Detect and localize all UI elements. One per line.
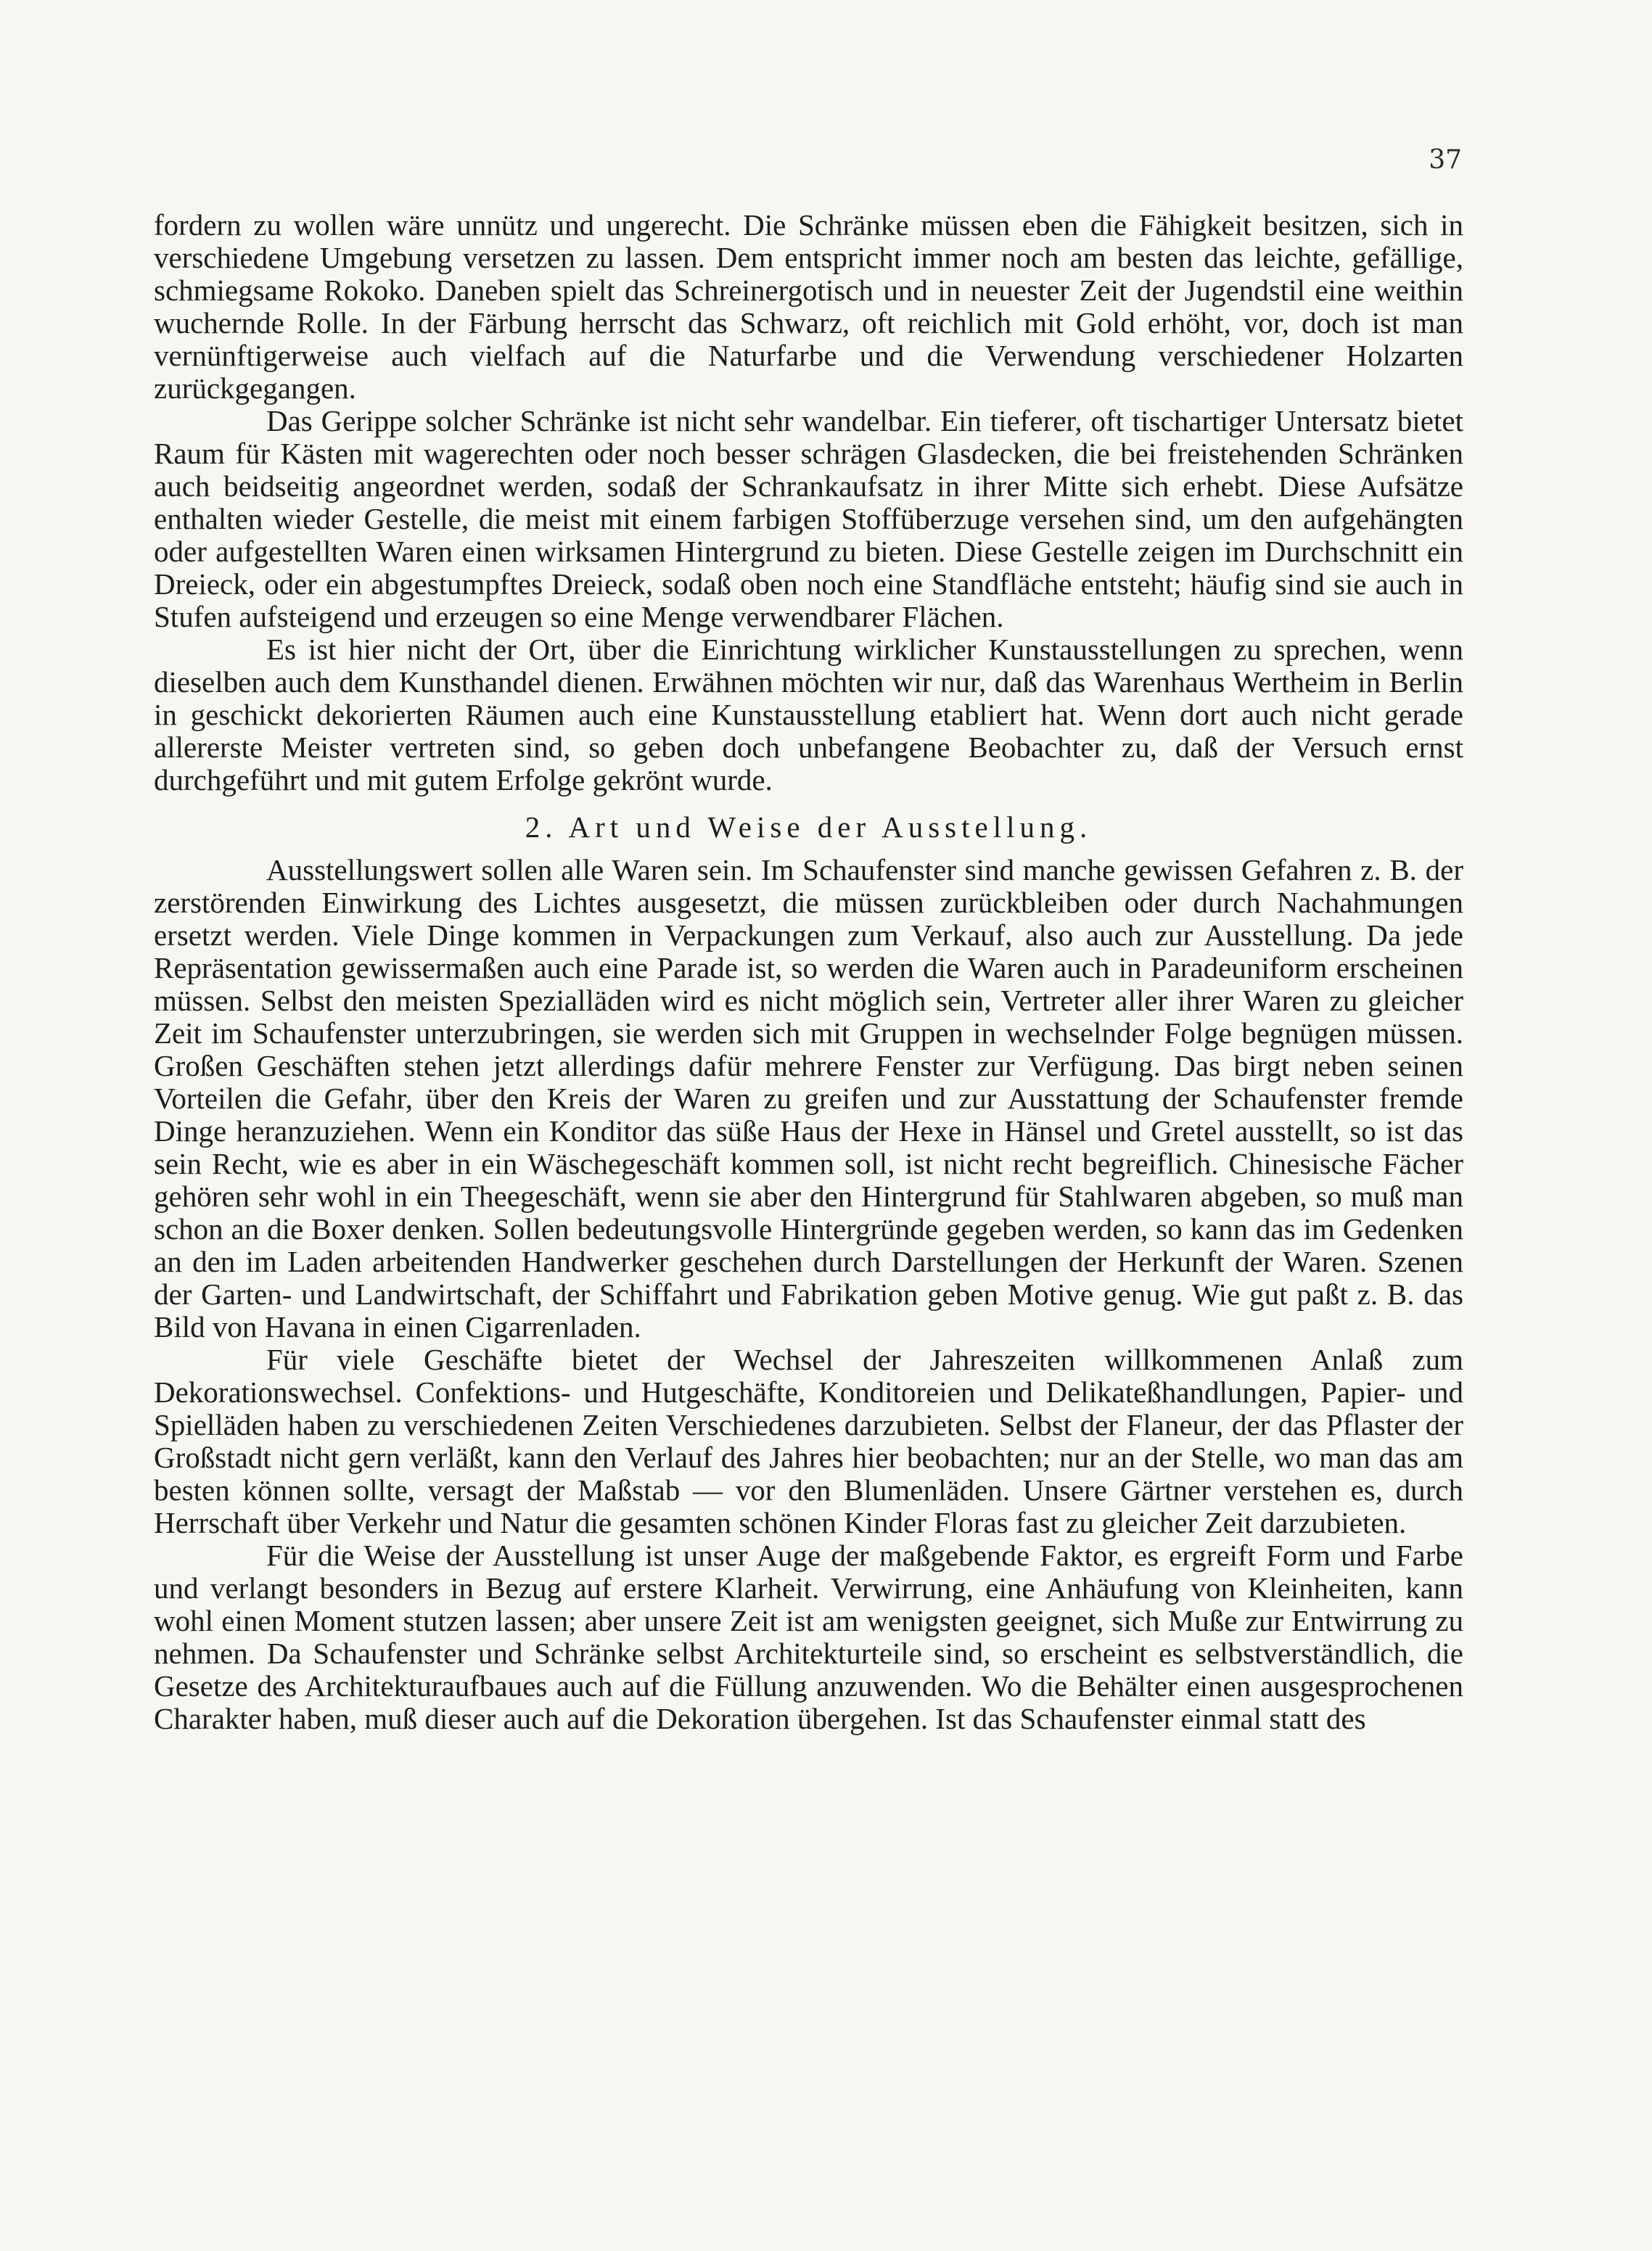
paragraph-4: Ausstellungswert sollen alle Waren sein. Im Schaufenster sind manche gewissen Gefahren z. B. der zerstörenden Einwirkung des Lichtes ausgesetzt, die müssen zurückbleiben oder durch Nachahmungen ersetzt werden. Viele Dinge kommen in Verpackungen zum Verkauf, also auch zur Ausstellung. Da jede Repräsentation gewissermaßen auch eine Parade ist, so werden die Waren auch in Paradeuniform erscheinen müssen. Selbst den meisten Spezialläden wird es nicht möglich sein, Vertreter aller ihrer Waren zu gleicher Zeit im Schaufenster unterzubringen, sie werden sich mit Gruppen in wechselnder Folge begnügen müssen. Großen Geschäften stehen jetzt allerdings dafür mehrere Fenster zur Verfügung. Das birgt neben seinen Vorteilen die Gefahr, über den Kreis der Waren zu greifen und zur Ausstattung der Schaufenster fremde Dinge heranzuziehen. Wenn ein Konditor das süße Haus der Hexe in Hänsel und Gretel ausstellt, so ist das sein Recht, wie es aber in ein Wäschegeschäft kommen soll, ist nicht recht begreiflich. Chinesische Fächer gehören sehr wohl in ein Theegeschäft, wenn sie aber den Hintergrund für Stahlwaren abgeben, so muß man schon an die Boxer denken. Sollen bedeutungsvolle Hintergründe gegeben werden, so kann das im Gedenken an den im Laden arbeitenden Handwerker geschehen durch Darstellungen der Herkunft der Waren. Szenen der Garten- und Landwirtschaft, der Schiffahrt und Fabrikation geben Motive genug. Wie gut paßt z. B. das Bild von Havana in einen Cigarrenladen.: [154, 853, 1463, 1343]
paragraph-2: Das Gerippe solcher Schränke ist nicht sehr wandelbar. Ein tieferer, oft tischartiger Untersatz bietet Raum für Kästen mit wagerechten oder noch besser schrägen Glasdecken, die bei freistehenden Schränken auch beidseitig angeordnet werden, sodaß der Schrankaufsatz in ihrer Mitte sich erhebt. Diese Aufsätze enthalten wieder Gestelle, die meist mit einem farbigen Stoffüberzuge versehen sind, um den aufgehängten oder aufgestellten Waren einen wirksamen Hintergrund zu bieten. Diese Gestelle zeigen im Durchschnitt ein Dreieck, oder ein abgestumpftes Dreieck, sodaß oben noch eine Standfläche entsteht; häufig sind sie auch in Stufen aufsteigend und erzeugen so eine Menge verwendbarer Flächen.: [154, 404, 1463, 633]
paragraph-6: Für die Weise der Ausstellung ist unser Auge der maßgebende Faktor, es ergreift Form und Farbe und verlangt besonders in Bezug auf erstere Klarheit. Verwirrung, eine Anhäufung von Kleinheiten, kann wohl einen Moment stutzen lassen; aber unsere Zeit ist am wenigsten geeignet, sich Muße zur Entwirrung zu nehmen. Da Schaufenster und Schränke selbst Architekturteile sind, so erscheint es selbstverständlich, die Gesetze des Architekturaufbaues auch auf die Füllung anzuwenden. Wo die Behälter einen ausgesprochenen Charakter haben, muß dieser auch auf die Dekoration übergehen. Ist das Schaufenster einmal statt des: [154, 1539, 1463, 1735]
body-text: [154, 209, 1463, 1735]
paragraph-5: Für viele Geschäfte bietet der Wechsel der Jahreszeiten willkommenen Anlaß zum Dekorationswechsel. Confektions- und Hutgeschäfte, Konditoreien und Delikateßhandlungen, Papier- und Spielläden haben zu verschiedenen Zeiten Verschiedenes darzubieten. Selbst der Flaneur, der das Pflaster der Großstadt nicht gern verläßt, kann den Verlauf des Jahres hier beobachten; nur an der Stelle, wo man das am besten können sollte, versagt der Maßstab — vor den Blumenläden. Unsere Gärtner verstehen es, durch Herrschaft über Verkehr und Natur die gesamten schönen Kinder Floras fast zu gleicher Zeit darzubieten.: [154, 1343, 1463, 1539]
paragraph-3: Es ist hier nicht der Ort, über die Einrichtung wirklicher Kunstausstellungen zu sprechen, wenn dieselben auch dem Kunsthandel dienen. Erwähnen möchten wir nur, daß das Warenhaus Wertheim in Berlin in geschickt dekorierten Räumen auch eine Kunstausstellung etabliert hat. Wenn dort auch nicht gerade allererste Meister vertreten sind, so geben doch unbefangene Beobachter zu, daß der Versuch ernst durchgeführt und mit gutem Erfolge gekrönt wurde.: [154, 633, 1463, 797]
paragraph-1: fordern zu wollen wäre unnütz und ungerecht. Die Schränke müssen eben die Fähigkeit besitzen, sich in verschiedene Umgebung versetzen zu lassen. Dem entspricht immer noch am besten das leichte, gefällige, schmiegsame Rokoko. Daneben spielt das Schreinergotisch und in neuester Zeit der Jugendstil eine weithin wuchernde Rolle. In der Färbung herrscht das Schwarz, oft reichlich mit Gold erhöht, vor, doch ist man vernünftigerweise auch vielfach auf die Naturfarbe und die Verwendung verschiedener Holzarten zurückgegangen.: [154, 208, 1463, 405]
section-heading: 2. Art und Weise der Ausstellung.: [525, 810, 1093, 844]
page-number: 37: [1429, 145, 1462, 175]
